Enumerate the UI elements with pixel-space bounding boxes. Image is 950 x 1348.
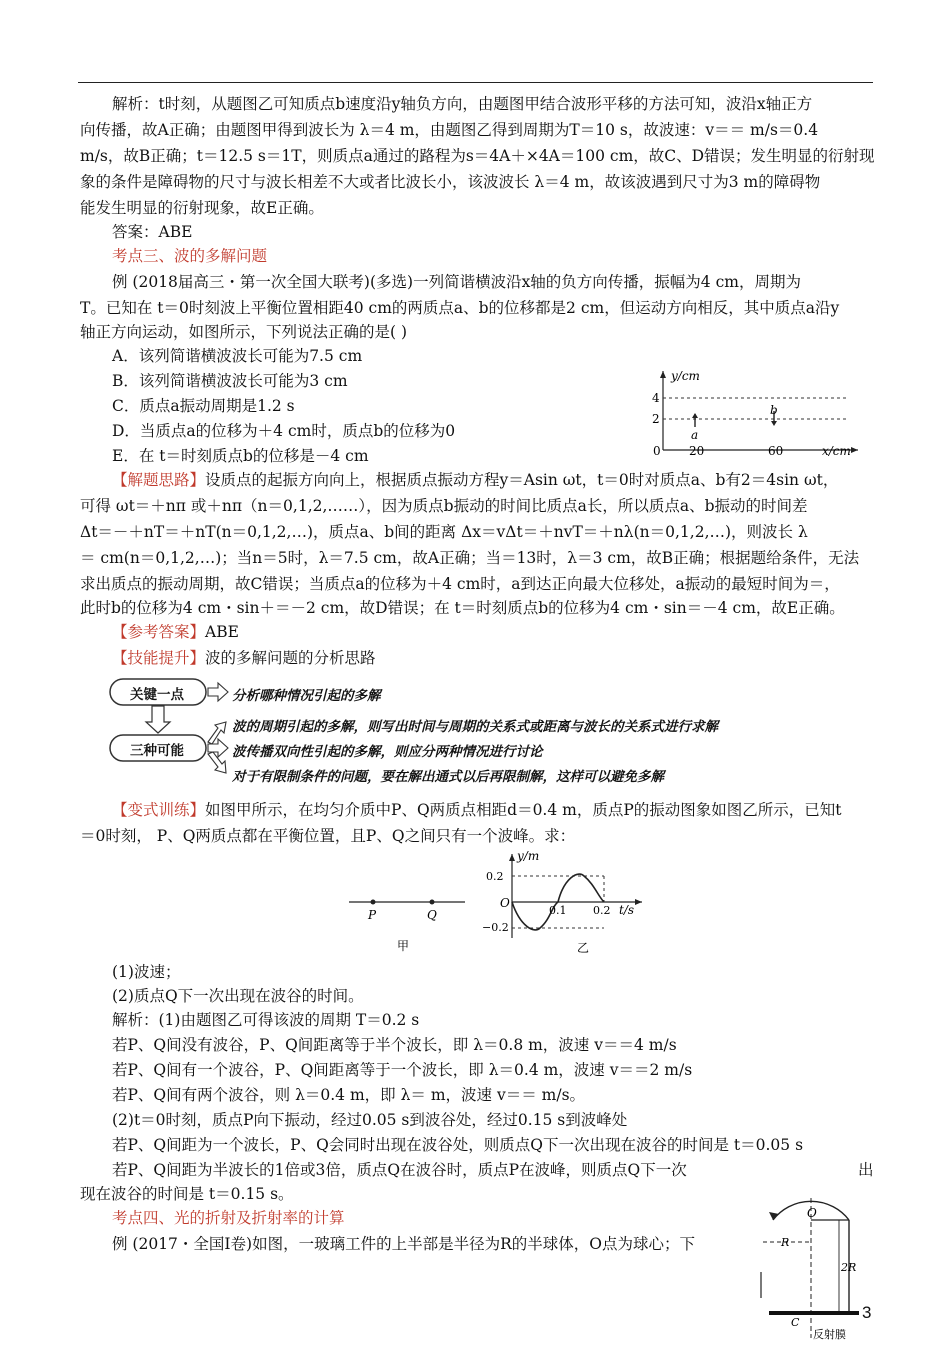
text-line: 若P、Q间距为半波长的1倍或3倍，质点Q在波谷时，质点P在波峰，则质点Q下一次 [112, 1161, 687, 1179]
two-r-label: 2R [841, 1261, 857, 1274]
point-c-label: C [791, 1316, 800, 1329]
origin-label: O [500, 896, 510, 910]
text-line: 若P、Q间有两个波谷，则 λ＝0.4 m，即 λ＝ m，波速 v＝＝ m/s。 [112, 1086, 586, 1104]
option-b: B．该列简谐横波波长可能为3 cm [112, 372, 348, 390]
point-q-label: Q [427, 908, 437, 922]
text-line: 如图甲所示，在均匀介质中P、Q两质点相距d＝0.4 m，质点P的振动图象如图乙所示，已知t [205, 801, 842, 819]
x-tick-label: 20 [689, 444, 705, 458]
x-axis-label: t/s [619, 903, 635, 917]
tag-skill-up: 【技能提升】 [112, 649, 206, 667]
text-line: (2)t＝0时刻，质点P向下振动，经过0.05 s到波谷处，经过0.15 s到波峰处 [112, 1111, 628, 1129]
tag-variant-training: 【变式训练】 [112, 801, 206, 819]
figure-jia [345, 888, 470, 958]
text-line: 波的多解问题的分析思路 [205, 649, 376, 667]
text-line: 现在波谷的时间是 t＝0.15 s。 [80, 1185, 294, 1203]
text-line: m/s，故B正确；t＝12.5 s＝1T，则质点a通过的路程为s＝4A＋×4A＝100 cm，故C、D错误；发生明显的衍射现 [80, 147, 875, 165]
radius-r-label: R [781, 1236, 790, 1249]
option-a: A．该列简谐横波波长可能为7.5 cm [112, 347, 363, 365]
glass-workpiece-figure [755, 1168, 865, 1344]
text-line: 解析：(1)由题图乙可得该波的周期 T＝0.2 s [112, 1011, 420, 1029]
option-c: C．质点a振动周期是1.2 s [112, 397, 295, 415]
y-tick-label: 4 [652, 391, 660, 405]
text-line: 此时b的位移为4 cm・sin＋＝－2 cm，故D错误；在 t＝时刻质点b的位移为4 cm・sin＝－4 cm，故E正确。 [80, 599, 845, 617]
text-line: (2)质点Q下一次出现在波谷的时间。 [112, 987, 364, 1005]
y-tick-label: 2 [652, 412, 660, 426]
x-tick-label: 0.1 [549, 904, 567, 917]
option-e: E．在 t＝时刻质点b的位移是－4 cm [112, 447, 369, 465]
answer-text: ABE [205, 623, 239, 641]
text-line: ＝ cm(n＝0,1,2,…)；当n＝5时，λ＝7.5 cm，故A正确；当＝13时，λ＝3 cm，故B正确；根据题给条件，无法 [80, 549, 860, 567]
text-line: 能发生明显的衍射现象，故E正确。 [80, 199, 324, 217]
x-tick-label: 60 [768, 444, 784, 458]
key-point-box: 关键一点 [130, 687, 184, 703]
text-line: 求出质点的振动周期，故C错误；当质点a的位移为＋4 cm时，a到达正向最大位移处，a振动的最短时间为＝， [80, 575, 840, 593]
text-line: 若P、Q间有一个波谷，P、Q间距离等于一个波长，即 λ＝0.4 m，波速 v＝＝2 m/s [112, 1061, 693, 1079]
y-axis-label: y/cm [671, 369, 700, 383]
tag-reference-answer: 【参考答案】 [112, 623, 206, 641]
analysis-flow-diagram [108, 672, 768, 788]
y-axis-label: y/m [517, 849, 540, 863]
option-d: D．当质点a的位移为＋4 cm时，质点b的位移为0 [112, 422, 456, 440]
text-line: 向传播，故A正确；由题图甲得到波长为 λ＝4 m，由题图乙得到周期为T＝10 s，故波速：v＝＝ m/s＝0.4 [80, 121, 819, 139]
center-o-label: O [807, 1206, 817, 1220]
text-line: 例 (2017・全国Ⅰ卷)如图，一玻璃工件的上半部是半径为R的半球体，O点为球心；下 [112, 1235, 695, 1253]
text-line: Δt＝－＋nT＝＋nT(n＝0,1,2,…)，质点a、b间的距离 Δx＝vΔt＝＋nvT＝＋nλ(n＝0,1,2,…)，则波长 λ [80, 523, 808, 541]
tag-solution-idea: 【解题思路】 [112, 471, 206, 489]
diagram-hint: 分析哪种情况引起的多解 [232, 688, 381, 704]
text-line: 设质点的起振方向向上，根据质点振动方程y＝Asin ωt，t＝0时对质点a、b有2＝4sin ωt， [205, 471, 839, 489]
text-line: ＝0时刻， P、Q两质点都在平衡位置，且P、Q之间只有一个波峰。求： [80, 827, 576, 845]
diagram-hint: 波的周期引起的多解，则写出时间与周期的关系式或距离与波长的关系式进行求解 [232, 719, 718, 735]
reflective-film-label: 反射膜 [813, 1328, 846, 1341]
text-line: 可得 ωt＝＋nπ 或＋nπ（n＝0,1,2,……），因为质点b振动的时间比质点a长，所以质点a、b振动的时间差 [80, 497, 808, 515]
diagram-hint: 对于有限制条件的问题，要在解出通式以后再限制解，这样可以避免多解 [232, 769, 664, 785]
figure-caption: 甲 [397, 939, 410, 953]
text-line: (1)波速； [112, 963, 181, 981]
section-heading: 考点三、波的多解问题 [112, 247, 268, 265]
text-line: 若P、Q间距为一个波长，P、Q会同时出现在波谷处，则质点Q下一次出现在波谷的时间是 t＝0.05 s [112, 1136, 804, 1154]
page-number: 3 [862, 1303, 872, 1322]
text-line: 象的条件是障碍物的尺寸与波长相差不大或者比波长小，该波波长 λ＝4 m，故该波遇到尺寸为3 m的障碍物 [80, 173, 821, 191]
point-b-label: b [770, 403, 778, 417]
header-rule [78, 82, 873, 83]
text-line: 若P、Q间没有波谷，P、Q间距离等于半个波长，即 λ＝0.8 m，波速 v＝＝4 m/s [112, 1036, 677, 1054]
figure-yi [480, 848, 650, 960]
point-p-label: P [368, 908, 377, 922]
text-line: 轴正方向运动，如图所示，下列说法正确的是( ) [80, 323, 408, 341]
x-tick-label: 0.2 [593, 904, 611, 917]
point-a-label: a [691, 428, 699, 442]
three-possibilities-box: 三种可能 [130, 743, 184, 759]
text-line: 出 [858, 1161, 874, 1179]
origin-label: 0 [653, 444, 661, 458]
wave-figure [640, 366, 865, 462]
text-line: T。已知在 t＝0时刻波上平衡位置相距40 cm的两质点a、b的位移都是2 cm，但运动方向相反，其中质点a沿y [80, 299, 840, 317]
figure-caption: 乙 [577, 941, 590, 955]
text-line: 例 (2018届高三・第一次全国大联考)(多选)一列简谐横波沿x轴的负方向传播，振幅为4 cm，周期为 [112, 273, 801, 291]
answer-line: 答案：ABE [112, 223, 193, 241]
x-axis-label: x/cm [822, 444, 851, 458]
text-line: 解析：t时刻，从题图乙可知质点b速度沿y轴负方向，由题图甲结合波形平移的方法可知，波沿x轴正方 [112, 95, 813, 113]
diagram-hint: 波传播双向性引起的多解，则应分两种情况进行讨论 [232, 744, 543, 760]
section-heading: 考点四、光的折射及折射率的计算 [112, 1209, 345, 1227]
y-tick-label: 0.2 [486, 870, 504, 883]
y-tick-label: −0.2 [482, 921, 509, 934]
